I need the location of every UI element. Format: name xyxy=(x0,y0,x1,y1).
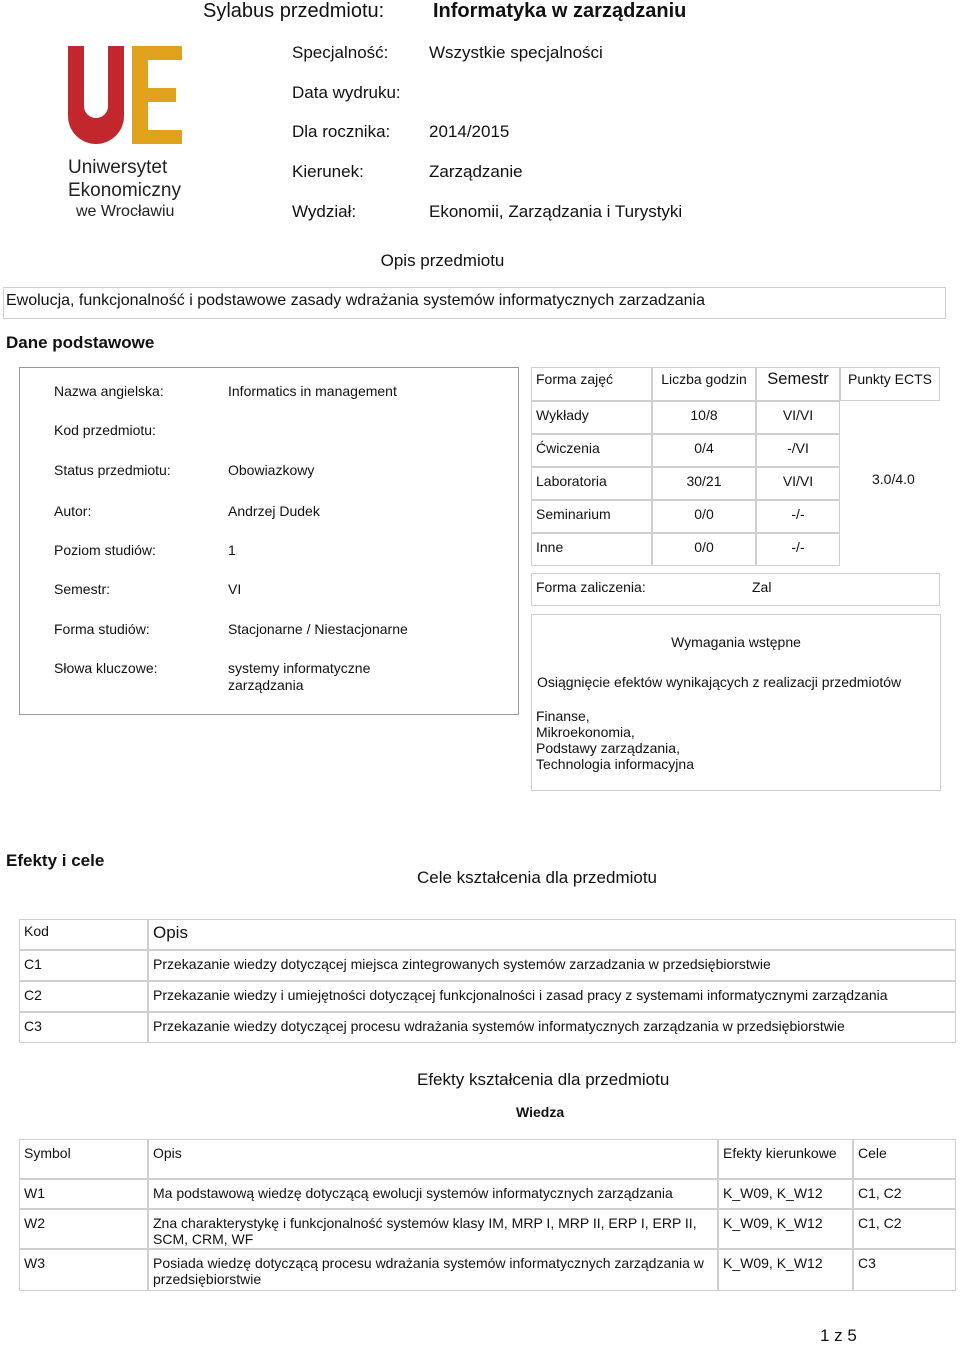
forms-header-forma: Forma zajęć xyxy=(536,371,614,387)
forms-cell xyxy=(756,533,840,566)
cele-row-opis xyxy=(148,1012,956,1043)
dane-label: Forma studiów: xyxy=(54,621,150,637)
efekty-header-kierunkowe: Efekty kierunkowe xyxy=(723,1145,837,1161)
cele-header-kod xyxy=(19,919,148,950)
dane-label: Słowa kluczowe: xyxy=(54,660,158,676)
efekty-header-cell xyxy=(19,1139,148,1179)
efekty-row-symbol xyxy=(19,1179,148,1209)
efekty-cele: C1, C2 xyxy=(858,1185,902,1201)
cele-kod: C1 xyxy=(24,956,42,972)
efekty-kierunkowe: K_W09, K_W12 xyxy=(723,1255,823,1271)
forms-header-semestr: Semestr xyxy=(767,370,829,388)
forms-header-cell xyxy=(531,367,652,401)
dane-value: Informatics in management xyxy=(228,383,397,399)
efekty-row-symbol xyxy=(19,1249,148,1291)
field-value-specjalnosc: Wszystkie specjalności xyxy=(429,43,603,62)
cele-row-kod xyxy=(19,981,148,1012)
forms-cell xyxy=(756,500,840,533)
forms-godziny: 0/0 xyxy=(694,506,714,522)
forms-forma: Seminarium xyxy=(536,506,611,522)
efekty-symbol: W2 xyxy=(24,1215,45,1231)
forms-semestr: -/- xyxy=(791,506,805,522)
forms-cell xyxy=(652,401,756,434)
forms-row-laboratoria xyxy=(531,467,652,500)
forms-forma: Ćwiczenia xyxy=(536,440,600,456)
forms-row-seminarium xyxy=(531,500,652,533)
wiedza-heading: Wiedza xyxy=(516,1104,565,1120)
forms-godziny: 10/8 xyxy=(690,407,718,423)
efekty-opis: Ma podstawową wiedzę dotyczącą ewolucji systemów informatycznych zarządzania xyxy=(153,1185,673,1201)
efekty-row-cele xyxy=(853,1179,956,1209)
cele-row-opis xyxy=(148,981,956,1012)
wymagania-subject: Finanse, xyxy=(536,708,590,724)
forms-forma: Wykłady xyxy=(536,407,589,423)
forms-cell xyxy=(652,533,756,566)
efekty-header-cell xyxy=(148,1139,718,1179)
efekty-row-opis xyxy=(148,1179,718,1209)
wymagania-subject: Mikroekonomia, xyxy=(536,724,635,740)
cele-row-kod xyxy=(19,1012,148,1043)
logo-line1: Uniwersytet xyxy=(68,157,168,178)
efekty-row-kierunkowe xyxy=(718,1179,853,1209)
field-label-specjalnosc: Specjalność: xyxy=(292,43,389,62)
logo-line3: we Wrocławiu xyxy=(76,203,175,220)
cele-header-opis xyxy=(148,919,956,950)
forms-cell xyxy=(652,500,756,533)
efekty-header-cell xyxy=(718,1139,853,1179)
dane-heading: Dane podstawowe xyxy=(6,333,155,352)
forms-forma: Inne xyxy=(536,539,564,555)
university-logo xyxy=(62,40,202,225)
forms-semestr: -/- xyxy=(791,539,805,555)
field-value-wydzial: Ekonomii, Zarządzania i Turystyki xyxy=(429,202,683,221)
forms-semestr: VI/VI xyxy=(782,473,814,489)
page-number: 1 z 5 xyxy=(820,1326,857,1345)
dane-label: Autor: xyxy=(54,503,92,519)
forms-header-cell xyxy=(840,367,940,401)
forms-header-cell xyxy=(756,367,840,401)
forms-header-cell xyxy=(652,367,756,401)
efekty-ksztalcenia-heading: Efekty kształcenia dla przedmiotu xyxy=(417,1070,670,1089)
efekty-symbol: W1 xyxy=(24,1185,45,1201)
field-value-kierunek: Zarządzanie xyxy=(429,162,523,181)
dane-label: Semestr: xyxy=(54,581,111,597)
dane-value: Stacjonarne / Niestacjonarne xyxy=(228,621,408,637)
efekty-cele: C1, C2 xyxy=(858,1215,902,1231)
forms-cell xyxy=(652,467,756,500)
efekty-heading: Efekty i cele xyxy=(6,851,105,870)
cele-kod: C2 xyxy=(24,987,42,1003)
cele-heading: Cele kształcenia dla przedmiotu xyxy=(417,868,658,887)
cele-kod: C3 xyxy=(24,1018,42,1034)
efekty-row-kierunkowe xyxy=(718,1209,853,1249)
forms-forma: Laboratoria xyxy=(536,473,607,489)
field-label-rocznik: Dla rocznika: xyxy=(292,122,391,141)
wymagania-line: Osiągnięcie efektów wynikających z realizacji przedmiotów xyxy=(537,674,902,690)
cele-row-kod xyxy=(19,950,148,981)
dane-value: Obowiazkowy xyxy=(228,462,315,478)
forms-row-wyklady xyxy=(531,401,652,434)
dane-value: 1 xyxy=(228,542,236,558)
cele-header-kod-text: Kod xyxy=(24,923,49,939)
wymagania-heading: Wymagania wstępne xyxy=(671,634,801,650)
field-label-wydzial: Wydział: xyxy=(292,202,357,221)
forms-godziny: 30/21 xyxy=(686,473,722,489)
forms-godziny: 0/4 xyxy=(694,440,714,456)
cele-opis: Przekazanie wiedzy dotyczącej miejsca zintegrowanych systemów zarzadzania w przedsiębiorstwie xyxy=(153,956,771,972)
efekty-row-cele xyxy=(853,1249,956,1291)
zaliczenie-value: Zal xyxy=(752,579,772,595)
dane-label: Poziom studiów: xyxy=(54,542,156,558)
forms-godziny: 0/0 xyxy=(694,539,714,555)
wymagania-subject: Technologia informacyjna xyxy=(536,756,694,772)
efekty-kierunkowe: K_W09, K_W12 xyxy=(723,1215,823,1231)
forms-semestr: VI/VI xyxy=(782,407,814,423)
dane-label: Status przedmiotu: xyxy=(54,462,171,478)
forms-cell xyxy=(756,401,840,434)
dane-value: VI xyxy=(228,581,242,597)
efekty-header-cele: Cele xyxy=(858,1145,887,1161)
efekty-opis: Posiada wiedzę dotyczącą procesu wdrażania systemów informatycznych zarządzania w przedsiębiorstwie xyxy=(153,1255,704,1287)
efekty-header-symbol: Symbol xyxy=(24,1145,71,1161)
forms-row-cwiczenia xyxy=(531,434,652,467)
title-label: Sylabus przedmiotu: xyxy=(203,0,385,22)
forms-cell xyxy=(652,434,756,467)
opis-heading: Opis przedmiotu xyxy=(380,251,505,270)
cele-opis: Przekazanie wiedzy dotyczącej procesu wdrażania systemów informatycznych zarządzania w przedsiębiorstwie xyxy=(153,1018,845,1034)
forms-cell xyxy=(756,467,840,500)
dane-value: Andrzej Dudek xyxy=(228,503,320,519)
cele-header-opis-text: Opis xyxy=(153,923,188,942)
efekty-header-opis: Opis xyxy=(153,1145,182,1161)
field-label-kierunek: Kierunek: xyxy=(292,162,364,181)
efekty-row-opis xyxy=(148,1209,718,1249)
wymagania-subject: Podstawy zarządzania, xyxy=(536,740,680,756)
cele-opis: Przekazanie wiedzy i umiejętności dotyczącej funkcjonalności i zasad pracy z systemami informatycznymi zarządzania xyxy=(153,987,888,1003)
zaliczenie-label: Forma zaliczenia: xyxy=(536,579,646,595)
efekty-row-symbol xyxy=(19,1209,148,1249)
efekty-row-kierunkowe xyxy=(718,1249,853,1291)
title-value: Informatyka w zarządzaniu xyxy=(433,0,687,22)
forms-header-godziny: Liczba godzin xyxy=(661,371,747,387)
efekty-symbol: W3 xyxy=(24,1255,45,1271)
field-label-data-wydruku: Data wydruku: xyxy=(292,83,401,102)
dane-label: Kod przedmiotu: xyxy=(54,422,156,438)
forms-semestr: -/VI xyxy=(787,440,809,456)
wymagania-subjects xyxy=(536,708,694,772)
logo-line2: Ekonomiczny xyxy=(68,180,181,201)
efekty-header-cell xyxy=(853,1139,956,1179)
efekty-cele: C3 xyxy=(858,1255,876,1271)
subject-title: Ewolucja, funkcjonalność i podstawowe zasady wdrażania systemów informatycznych zarzadzania xyxy=(6,292,705,309)
efekty-row-opis xyxy=(148,1249,718,1291)
field-value-rocznik: 2014/2015 xyxy=(429,122,510,141)
ects-value: 3.0/4.0 xyxy=(872,471,915,487)
forms-header-ects: Punkty ECTS xyxy=(847,371,933,387)
efekty-row-cele xyxy=(853,1209,956,1249)
dane-value: systemy informatyczne zarządzania xyxy=(228,660,371,693)
efekty-kierunkowe: K_W09, K_W12 xyxy=(723,1185,823,1201)
dane-label: Nazwa angielska: xyxy=(54,383,164,399)
forms-row-inne xyxy=(531,533,652,566)
forms-cell xyxy=(756,434,840,467)
efekty-opis: Zna charakterystykę i funkcjonalność systemów klasy IM, MRP I, MRP II, ERP I, ERP II, SCM, CRM, WF xyxy=(153,1215,697,1247)
cele-row-opis xyxy=(148,950,956,981)
